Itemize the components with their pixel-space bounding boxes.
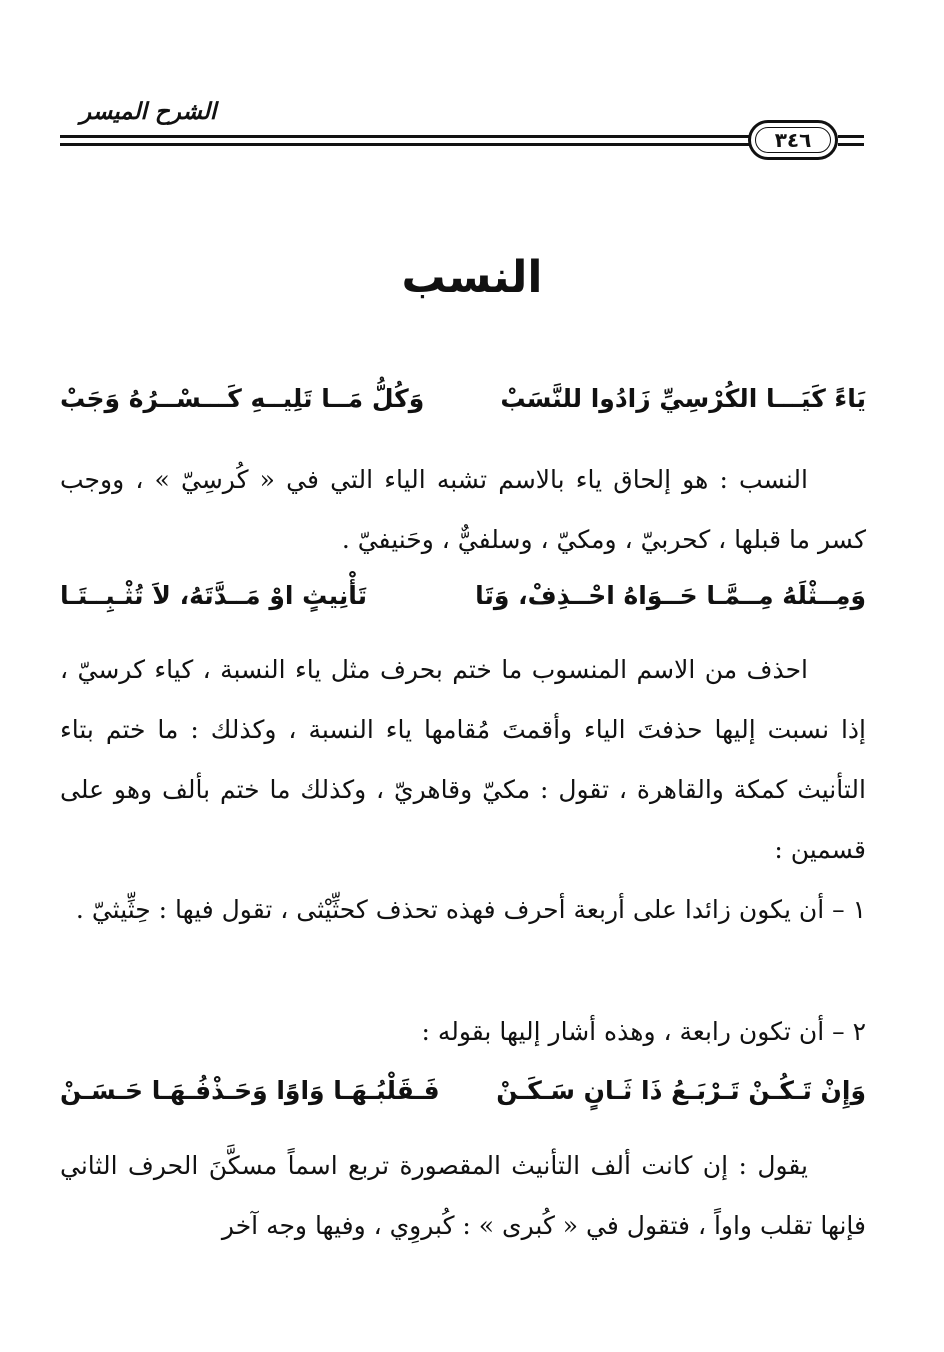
verse-first-hemistich: وَمِــثْلَهُ مِــمَّـا حَــوَاهُ احْــذِفْ، وَتَا	[475, 581, 866, 610]
paragraph: يقول : إن كانت ألف التأنيث المقصورة تربع اسماً مسكَّنَ الحرف الثاني فإنها تقلب واواً ، فتقول في « كُبرى » : كُبروِي ، وفيها وجه آخر	[60, 1151, 866, 1240]
verse-second-hemistich: وَكُلُّ مَــا تَلِيــهِ كَـــسْــرُهُ وَجَبْ	[60, 384, 425, 413]
verse-line	[60, 378, 866, 428]
verse-second-hemistich: تَأْنِيثٍ اوْ مَــدَّتَهُ، لاَ تُثْـبِــتَـا	[60, 581, 367, 610]
verse-second-hemistich: فَـقَلْبُـهَـا وَاوًا وَحَـذْفُـهَـا حَـسَـنْ	[60, 1076, 440, 1105]
numbered-item: ٢ – أن تكون رابعة ، وهذه أشار إليها بقوله :	[421, 1017, 866, 1046]
verse-first-hemistich: وَإِنْ تَـكُـنْ تَـرْبَـعُ ذَا ثَـانٍ سَـكَـنْ	[496, 1076, 866, 1105]
header-rule-right-bottom	[838, 143, 864, 146]
chapter-title: النسب	[401, 252, 543, 303]
page-number-frame	[748, 120, 838, 160]
verse-first-hemistich: يَاءً كَيَـــا الكُرْسِيِّ زَادُوا للنَّسَبْ	[500, 384, 866, 413]
header-rule-top	[60, 135, 750, 138]
page-number: ٣٤٦	[774, 128, 812, 152]
numbered-item: ١ – أن يكون زائدا على أربعة أحرف فهذه تحذف كحثِّيْثى ، تقول فيها : حِثِّيثيّ .	[75, 895, 866, 924]
paragraph: النسب : هو إلحاق ياء بالاسم تشبه الياء التي في « كُرسِيّ » ، ووجب كسر ما قبلها ، كحربيّ ، ومكيّ ، وسلفيٌّ ، وحَنيفيّ .	[60, 465, 866, 554]
header-rule-right-top	[838, 135, 864, 138]
header-rule-bottom	[60, 143, 750, 146]
verse-line	[60, 575, 866, 625]
running-header-title: الشرح الميسر	[80, 98, 217, 125]
paragraph: احذف من الاسم المنسوب ما ختم بحرف مثل ياء النسبة ، كياء كرسيّ ، إذا نسبت إليها حذفتَ الياء وأقمتَ مُقامها ياء النسبة ، وكذلك : ما ختم بتاء التأنيث كمكة والقاهرة ، تقول : مكيّ وقاهريّ ، وكذلك ما ختم بألف وهو على قسمين :	[60, 655, 866, 864]
verse-line	[60, 1070, 866, 1120]
